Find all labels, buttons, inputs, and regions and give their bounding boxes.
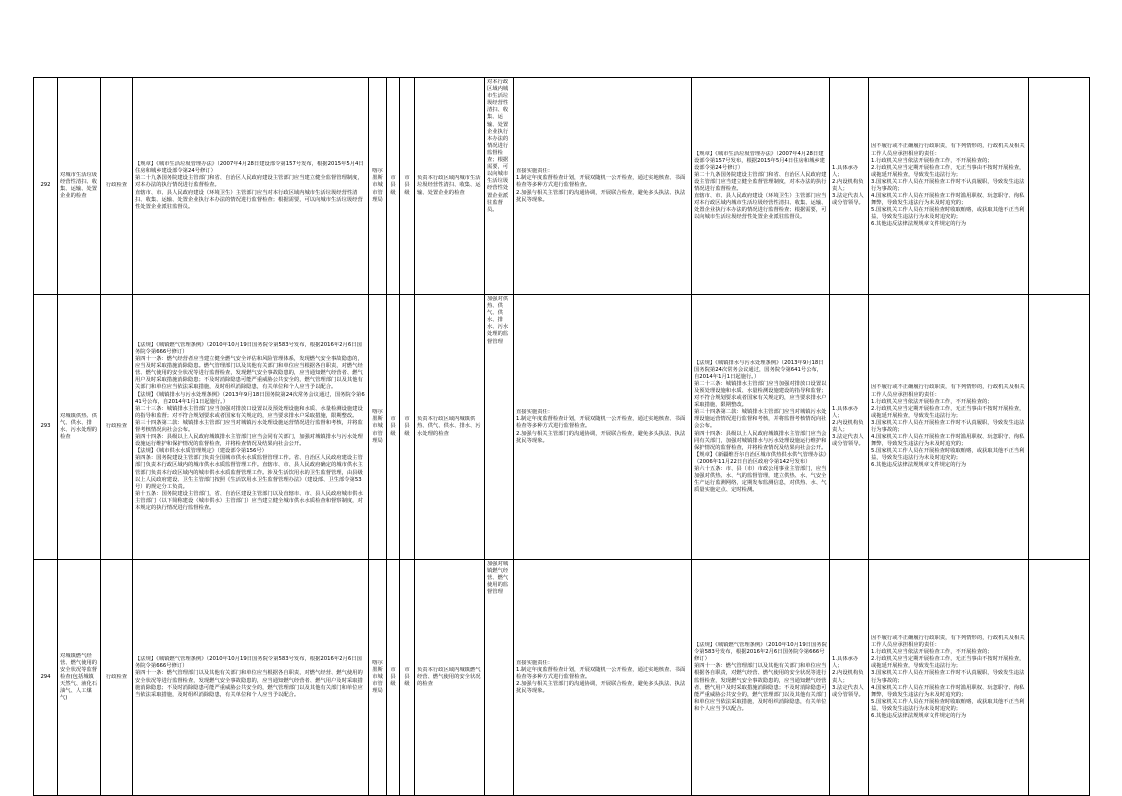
legal-basis-line: 直辖市、市、县人民政府建设（环境卫生）主管部门应当对本行政区域内城市生活垃圾经营性清扫、收集、运输、处置企业执行本办法的情况进行监督检查；根据需要，可以向城市生活垃圾经营性处置企业派驻监督员。 xyxy=(135,189,363,210)
legal-basis-line: 【法规】《城镇排水与污水处理条例》（2013年9月18日国务院第24次常务会议通过，国务院令第641号公布，自2014年1月1日起施行。） xyxy=(135,391,365,405)
legal-basis-line: 第四十一条：燃气管理部门以及其他有关部门和单位应当根据各自职责，对燃气经营、燃气使用的安全状况等进行监督检查，发现燃气安全事故隐患的，应当通知燃气经营者、燃气用户及时采取措施消除隐患；不及时消除隐患可能严重威胁公共安全的，燃气管理部门以及其他有关部门和单位应当依法采取措施，及时组织消除隐患，有关单位和个人应当予以配合。 xyxy=(135,670,363,698)
responsible-subject-line: 2.内设机构负责人； xyxy=(832,178,864,192)
remarks-cell xyxy=(1029,78,1090,295)
accountability-basis xyxy=(692,295,830,560)
level-b xyxy=(400,295,415,560)
table-row xyxy=(34,78,1090,295)
item-type xyxy=(101,295,133,560)
duty-method-line: 2.加强与相关主管部门的沟通协调，开展联合检查，避免多头执法、执法扰民等现象。 xyxy=(516,189,686,203)
duty-scope xyxy=(485,560,514,796)
liability-items-line: 5.国家机关工作人员在开展检查时收取贿赂，或获取其他不正当利益，导致发生违法行为未及时追究的； xyxy=(871,448,1025,462)
responsible-subject xyxy=(830,560,869,796)
duty-method-line: 直接实施责任： xyxy=(516,409,554,416)
department xyxy=(369,560,387,796)
duty-method-line: 1.制定年度监督检查计划，开展双随机一公开检查，通过实地核查、书面检查等多种方式进行监督检查。 xyxy=(516,416,686,430)
row-number-text: 294 xyxy=(40,673,51,680)
liability-items-line: 因不履行或不正确履行行政职责，有下列情形的，行政机关及相关工作人员应承担相应的责任： xyxy=(871,634,1025,649)
duty-scope xyxy=(485,295,514,560)
liability-items-line: 5.国家机关工作人员在开展检查时收取贿赂，或获取其他不正当利益，导致发生违法行为未及时追究的； xyxy=(871,207,1025,221)
table-row xyxy=(34,295,1090,560)
level-a-text: 市县级 xyxy=(390,416,396,437)
duty-content-text: 负责本行政区域内城镇燃气经营、燃气使用的安全状况的检查 xyxy=(417,666,481,688)
duty-content-text: 负责本行政区域内城镇供热、供气、供水、排水、污水处理的检查 xyxy=(417,416,481,437)
liability-items xyxy=(869,295,1029,560)
level-a-text: 市县级 xyxy=(390,175,396,196)
level-a xyxy=(387,295,400,560)
level-b xyxy=(400,560,415,796)
level-b-text: 市县级 xyxy=(404,666,410,688)
department-text: 喀尔墨斯市城市管理局 xyxy=(372,659,383,695)
legal-basis-line: 第二十九条国务院建设主管部门和省、自治区人民政府建设主管部门应当建立健全监督管理制度，对本办法的执行情况进行监督检查。 xyxy=(135,175,363,189)
department-text: 喀尔墨斯市城市管理局 xyxy=(372,409,383,444)
item-type xyxy=(101,78,133,295)
liability-items-line: 6.其他违反法律法规规章文件规定的行为 xyxy=(871,712,967,719)
level-a-text: 市县级 xyxy=(390,666,396,688)
row-number-text: 292 xyxy=(40,182,51,189)
legal-basis-line: 第三十四条第二款：城镇排水主管部门应当对城镇污水处理设施运营情况进行监督和考核，并将监督考核情况向社会公布。 xyxy=(135,419,363,433)
duty-scope xyxy=(485,78,514,295)
item-name xyxy=(58,295,101,560)
item-type xyxy=(101,560,133,796)
item-name xyxy=(58,560,101,796)
table-row xyxy=(34,560,1090,796)
duty-content xyxy=(415,295,485,560)
accountability-basis-line: 第四十一条：燃气管理部门以及其他有关部门和单位应当根据各自职责，对燃气经营、燃气使用的安全状况等进行监督检查，发现燃气安全事故隐患的，应当通知燃气经营者、燃气用户及时采取措施消除隐患；不及时消除隐患可能严重威胁公共安全的，燃气管理部门以及其他有关部门和单位应当依法采取措施，及时组织消除隐患，有关单位和个人应当予以配合。 xyxy=(694,663,827,712)
legal-basis xyxy=(133,295,369,560)
liability-items-line: 2.行政机关应当定期开展检查工作，无正当事由不按时开展检查，或拖延开展检查，导致发生违法行为； xyxy=(871,656,1025,670)
duty-content xyxy=(415,78,485,295)
responsibility-table xyxy=(33,77,1090,796)
responsible-subject-line: 1.具体承办人； xyxy=(832,164,859,178)
accountability-basis-line: 【规章】《新疆维吾尔自治区城市供热供水供气管理办法》（2006年11月22日自治区政府令第142号发布） xyxy=(694,451,827,465)
duty-scope-text: 加强对城镇燃气经营、燃气使用的监督管理 xyxy=(487,561,509,596)
liability-items-line: 2.行政机关应当定期开展检查工作，无正当事由不按时开展检查，或拖延开展检查，导致发生违法行为； xyxy=(871,164,1025,178)
liability-items-line: 1.行政机关应当依法开展检查工作，不开展检查的； xyxy=(871,398,993,405)
liability-items-line: 5.国家机关工作人员在开展检查时收取贿赂，或获取其他不正当利益，导致发生违法行为未及时追究的； xyxy=(871,698,1025,712)
duty-method-line: 1.制定年度监督检查计划，开展双随机一公开检查，通过实地核查、书面检查等多种方式进行监督检查。 xyxy=(516,666,686,680)
responsible-subject-line: 1.具体承办人； xyxy=(832,656,859,670)
item-name xyxy=(58,78,101,295)
liability-items-line: 2.行政机关应当定期开展检查工作，无正当事由不按时开展检查，或拖延开展检查，导致发生违法行为； xyxy=(871,405,1025,419)
remarks-cell xyxy=(1029,295,1090,560)
level-b-text: 市县级 xyxy=(404,416,410,437)
legal-basis-line: 【法规】《城镇燃气管理条例》（2010年10月19日国务院令第583号发布，根据2016年2月6日国务院令第666号修订） xyxy=(135,656,362,670)
liability-items-line: 6.其他违反法律法规规章文件规定的行为 xyxy=(871,462,967,469)
responsible-subject-line: 2.内设机构负责人； xyxy=(832,670,864,684)
accountability-basis-line: 【法规】《城镇燃气管理条例》（2010年10月19日国务院令第583号发布，根据2016年2月6日国务院令第666号修订） xyxy=(694,642,827,663)
liability-items-line: 1.行政机关应当依法开展检查工作，不开展检查的； xyxy=(871,649,993,656)
level-a xyxy=(387,78,400,295)
row-number xyxy=(34,560,58,796)
duty-scope-text: 对本行政区域内城市生活垃圾经营性清扫、收集、运输、处置企业执行本办法的情况进行监督检查；根据需要，可以向城市生活垃圾经营性处置企业派驻监督员。 xyxy=(487,79,509,213)
duty-method-line: 2.加强与相关主管部门的沟通协调，开展联合检查，避免多头执法、执法扰民等现象。 xyxy=(516,681,686,695)
legal-basis xyxy=(133,78,369,295)
level-b-text: 市县级 xyxy=(404,175,410,196)
duty-method xyxy=(514,78,692,295)
duty-method xyxy=(514,560,692,796)
table-body xyxy=(34,78,1090,796)
duty-content xyxy=(415,560,485,796)
legal-basis xyxy=(133,560,369,796)
accountability-basis-line: 第四十四条：县级以上人民政府城镇排水主管部门应当会同有关部门，加强对城镇排水与污水处理设施运行维护和保护情况的监督检查，并将检查情况及结果向社会公开。 xyxy=(694,430,827,451)
accountability-basis xyxy=(692,560,830,796)
duty-method-line: 1.制定年度监督检查计划，开展双随机一公开检查，通过实地核查、书面检查等多种方式进行监督检查。 xyxy=(516,175,686,189)
accountability-basis-line: 【法规】《城镇排水与污水处理条例》（2013年9月18日国务院第24次常务会议通过，国务院令第641号公布，自2014年1月1日起施行。） xyxy=(694,359,824,380)
duty-method xyxy=(514,295,692,560)
remarks-cell xyxy=(1029,560,1090,796)
department xyxy=(369,295,387,560)
item-type-text: 行政检查 xyxy=(105,673,128,680)
legal-basis-line: 第二十三条：城镇排水主管部门应当加强对排放口设置以及预处理设施和水质、水量检测设施建设的指导和监督；对不符合规划要求或者国家有关规定的，应当要求排水户采取措施，限期整改。 xyxy=(135,405,363,419)
level-a xyxy=(387,560,400,796)
row-number-text: 293 xyxy=(40,423,51,430)
duty-method-line: 直接实施责任： xyxy=(516,659,554,666)
item-name-text: 对城市生活垃圾经营性清扫、收集、运输、处置企业的检查 xyxy=(60,171,98,200)
liability-items-line: 因不履行或不正确履行行政职责，有下列情形的，行政机关及相关工作人员应承担相应的责任： xyxy=(871,384,1025,398)
duty-scope-text: 加强对供热、供气、供水、排水、污水处理的监督管理 xyxy=(487,296,509,345)
liability-items-line: 3.国家机关工作人员在开展检查工作时不认真履职，导致发生违法行为事故的； xyxy=(871,419,1025,433)
liability-items-line: 3.国家机关工作人员在开展检查工作时不认真履职，导致发生违法行为事故的； xyxy=(871,670,1025,684)
liability-items-line: 4.国家机关工作人员在开展检查工作时滥用职权、玩忽职守、徇私舞弊，导致发生违法行为未及时追究的； xyxy=(871,434,1025,448)
duty-method-line: 直接实施责任： xyxy=(516,168,554,175)
item-type-text: 行政检查 xyxy=(105,182,128,189)
legal-basis-line: 【规章】《城市生活垃圾管理办法》（2007年4月28日建设部令第157号发布，根据2015年5月4日住房和城乡建设部令第24号修订） xyxy=(135,161,364,175)
accountability-basis-line: 第二十九条国务院建设主管部门和省、自治区人民政府建设主管部门应当建立健全监督管理制度，对本办法的执行情况进行监督检查。 xyxy=(694,171,827,192)
liability-items-line: 4.国家机关工作人员在开展检查工作时滥用职权、玩忽职守、徇私舞弊，导致发生违法行为未及时追究的； xyxy=(871,193,1025,207)
level-b xyxy=(400,78,415,295)
accountability-basis-line: 【规章】《城市生活垃圾管理办法》（2007年4月28日建设部令第157号发布，根据2015年5月4日住房和城乡建设部令第24号修订） xyxy=(694,150,825,171)
liability-items xyxy=(869,560,1029,796)
department-text: 喀尔墨斯市城市管理局 xyxy=(372,168,383,203)
liability-items-line: 4.国家机关工作人员在开展检查工作时滥用职权、玩忽职守、徇私舞弊，导致发生违法行为未及时追究的； xyxy=(871,684,1025,698)
responsible-subject xyxy=(830,295,869,560)
legal-basis-line: 【法规】《城市供水水质管理规定》（建设部令第156号） xyxy=(135,448,267,455)
accountability-basis xyxy=(692,78,830,295)
item-name-text: 对城镇燃气经营、燃气使用的安全状况等监督检查(包括城镇天然气、液化石油气、人工煤气) xyxy=(60,652,98,702)
liability-items-line: 1.行政机关应当依法开展检查工作，不开展检查的； xyxy=(871,157,993,164)
accountability-basis-line: 第二十三条：城镇排水主管部门应当加强对排放口设置以及预处理设施和水质、水量检测设施建设的指导和监督；对不符合规划要求或者国家有关规定的，应当要求排水户采取措施，限期整改。 xyxy=(694,380,827,409)
item-name-text: 对城镇供热、供气、供水、排水、污水处理的检查 xyxy=(60,412,98,441)
legal-basis-line: 【法规】《城镇燃气管理条例》（2010年10月19日国务院令第583号发布，根据2016年2月6日国务院令第666号修订） xyxy=(135,341,362,355)
responsible-subject-line: 1.具体承办人； xyxy=(832,405,859,419)
legal-basis-line: 第四十一条：燃气经营者应当建立健全燃气安全评估和风险管理体系，发现燃气安全事故隐患的，应当及时采取措施消除隐患。燃气管理部门以及其他有关部门和单位应当根据各自职责，对燃气经营、燃气使用的安全状况等进行监督检查，发现燃气安全事故隐患的，应当通知燃气经营者、燃气用户及时采取措施消除隐患；不及时消除隐患可能严重威胁公共安全的，燃气管理部门以及其他有关部门和单位应当依法采取措施，及时组织消除隐患，有关单位和个人应当予以配合。 xyxy=(135,356,363,391)
responsible-subject xyxy=(830,78,869,295)
duty-method-line: 2.加强与相关主管部门的沟通协调，开展联合检查，避免多头执法、执法扰民等现象。 xyxy=(516,430,686,444)
department xyxy=(369,78,387,295)
responsible-subject-line: 3.法定代表人或分管领导。 xyxy=(832,684,864,698)
legal-basis-line: 第十五条：国务院建设主管部门，省、自治区建设主管部门以及直辖市、市、县人民政府城市供水主管部门（以下简称建设（城市供水）主管部门）应当建立健全城市供水水质检查和督察制度，对本规定的执行情况进行监督检查。 xyxy=(135,490,363,512)
responsible-subject-line: 3.法定代表人或分管领导。 xyxy=(832,434,864,448)
liability-items xyxy=(869,78,1029,295)
legal-basis-line: 第四条：国务院建设主管部门负责全国城市供水水质监督管理工作。省、自治区人民政府建设主管部门负责本行政区域内的城市供水水质监督管理工作。直辖市、市、县人民政府确定的城市供水主管部门负责本行政区域内的城市供水水质监督管理工作。涉及生活饮用水的卫生监督管理，由县级以上人民政府建设、卫生主管部门按照《生活饮用水卫生监督管理办法》（建设部、卫生部令第53号）的规定分工负责。 xyxy=(135,455,363,490)
liability-items-line: 3.国家机关工作人员在开展检查工作时不认真履职，导致发生违法行为事故的； xyxy=(871,178,1025,192)
liability-items-line: 因不履行或不正确履行行政职责，有下列情形的，行政机关及相关工作人员应承担相应的责任： xyxy=(871,143,1025,157)
row-number xyxy=(34,78,58,295)
row-number xyxy=(34,295,58,560)
duty-content-text: 负责本行政区域内城市生活垃圾经营性清扫、收集、运输、处置企业的检查 xyxy=(417,175,481,196)
responsible-subject-line: 3.法定代表人或分管领导。 xyxy=(832,193,864,207)
liability-items-line: 6.其他违反法律法规规章文件规定的行为 xyxy=(871,221,967,228)
accountability-basis-line: 第六十五条：市、县（市）市政公用事业主管部门，应当加强对供热、水、气的监督管理，建立供热、水、气安全生产运行监测网络，定期发布监测信息，对供热、水、气质量实施定点、定时检测。 xyxy=(694,466,827,494)
item-type-text: 行政检查 xyxy=(105,423,128,430)
accountability-basis-line: 第三十四条第二款：城镇排水主管部门应当对城镇污水处理设施运营情况进行监督和考核，并将监督考核情况向社会公布。 xyxy=(694,409,827,430)
responsible-subject-line: 2.内设机构负责人； xyxy=(832,419,864,433)
accountability-basis-line: 直辖市、市、县人民政府建设（环境卫生）主管部门应当对本行政区域内城市生活垃圾经营性清扫、收集、运输、处置企业执行本办法的情况进行监督检查；根据需要，可以向城市生活垃圾经营性处置企业派驻监督员。 xyxy=(694,193,827,221)
legal-basis-line: 第四十四条：县级以上人民政府城镇排水主管部门应当会同有关部门，加强对城镇排水与污水处理设施运行维护和保护情况的监督检查，并将检查情况及结果向社会公开。 xyxy=(135,434,363,448)
